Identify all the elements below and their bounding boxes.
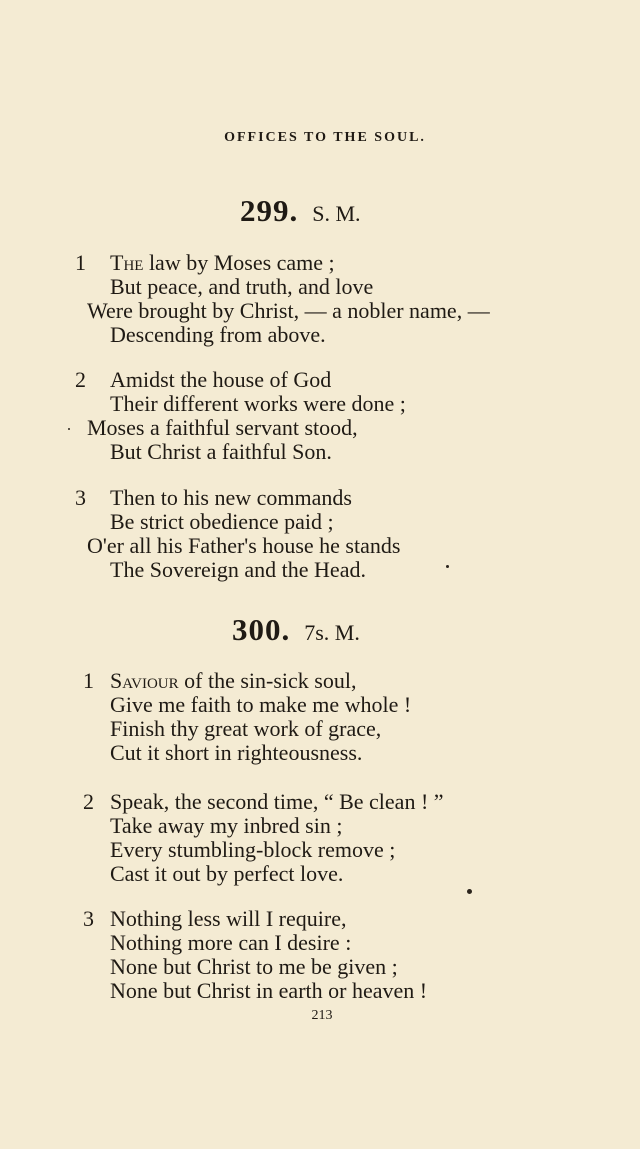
verse-line: Amidst the house of God [110,367,332,392]
ink-speck [467,889,472,894]
verse-number: 2 [75,367,86,392]
verse-line: The Sovereign and the Head. [110,557,366,582]
verse-line: Cast it out by perfect love. [110,861,344,886]
verse-line: But Christ a faithful Son. [110,439,332,464]
verse-line: Be strict obedience paid ; [110,509,334,534]
verse-line: Speak, the second time, “ Be clean ! ” [110,789,444,814]
hymn-title-299 [240,193,361,229]
verse-line: O'er all his Father's house he stands [87,533,401,558]
ink-speck [68,428,70,430]
verse-line: Moses a faithful servant stood, [87,415,358,440]
verse-line-text: law by Moses came ; [148,250,335,275]
verse-number: 2 [83,789,94,814]
verse-number: 1 [75,250,86,275]
verse-line: Were brought by Christ, — a nobler name, — [87,298,490,323]
verse-line: Nothing more can I desire : [110,930,352,955]
page-number: 213 [311,1008,333,1023]
verse-number: 3 [83,906,94,931]
verse-line: None but Christ in earth or heaven ! [110,978,428,1003]
verse-line: Their different works were done ; [110,391,406,416]
verse-line: Take away my inbred sin ; [110,813,343,838]
verse-number: 1 [83,668,94,693]
verse-line: Every stumbling-block remove ; [110,837,396,862]
verse-line: Finish thy great work of grace, [110,716,382,741]
verse-line: The law by Moses came ; [110,250,335,275]
hymn-meter: 7s. M. [304,620,360,645]
hymn-number: 299. [240,193,299,228]
verse-line: Saviour of the sin-sick soul, [110,668,357,693]
verse-line: But peace, and truth, and love [110,274,374,299]
verse-number: 3 [75,485,86,510]
verse-line-text: of the sin-sick soul, [178,668,357,693]
verse-line: Descending from above. [110,322,326,347]
hymn-title-300 [232,612,360,648]
running-head: OFFICES TO THE SOUL. [224,130,426,145]
ink-speck [446,565,449,568]
verse-line: Then to his new commands [110,485,352,510]
verse-line: Cut it short in righteousness. [110,740,363,765]
verse-line: Give me faith to make me whole ! [110,692,412,717]
hymn-number: 300. [232,612,291,647]
verse-line: None but Christ to me be given ; [110,954,398,979]
verse-line: Nothing less will I require, [110,906,347,931]
hymn-meter: S. M. [312,201,361,226]
